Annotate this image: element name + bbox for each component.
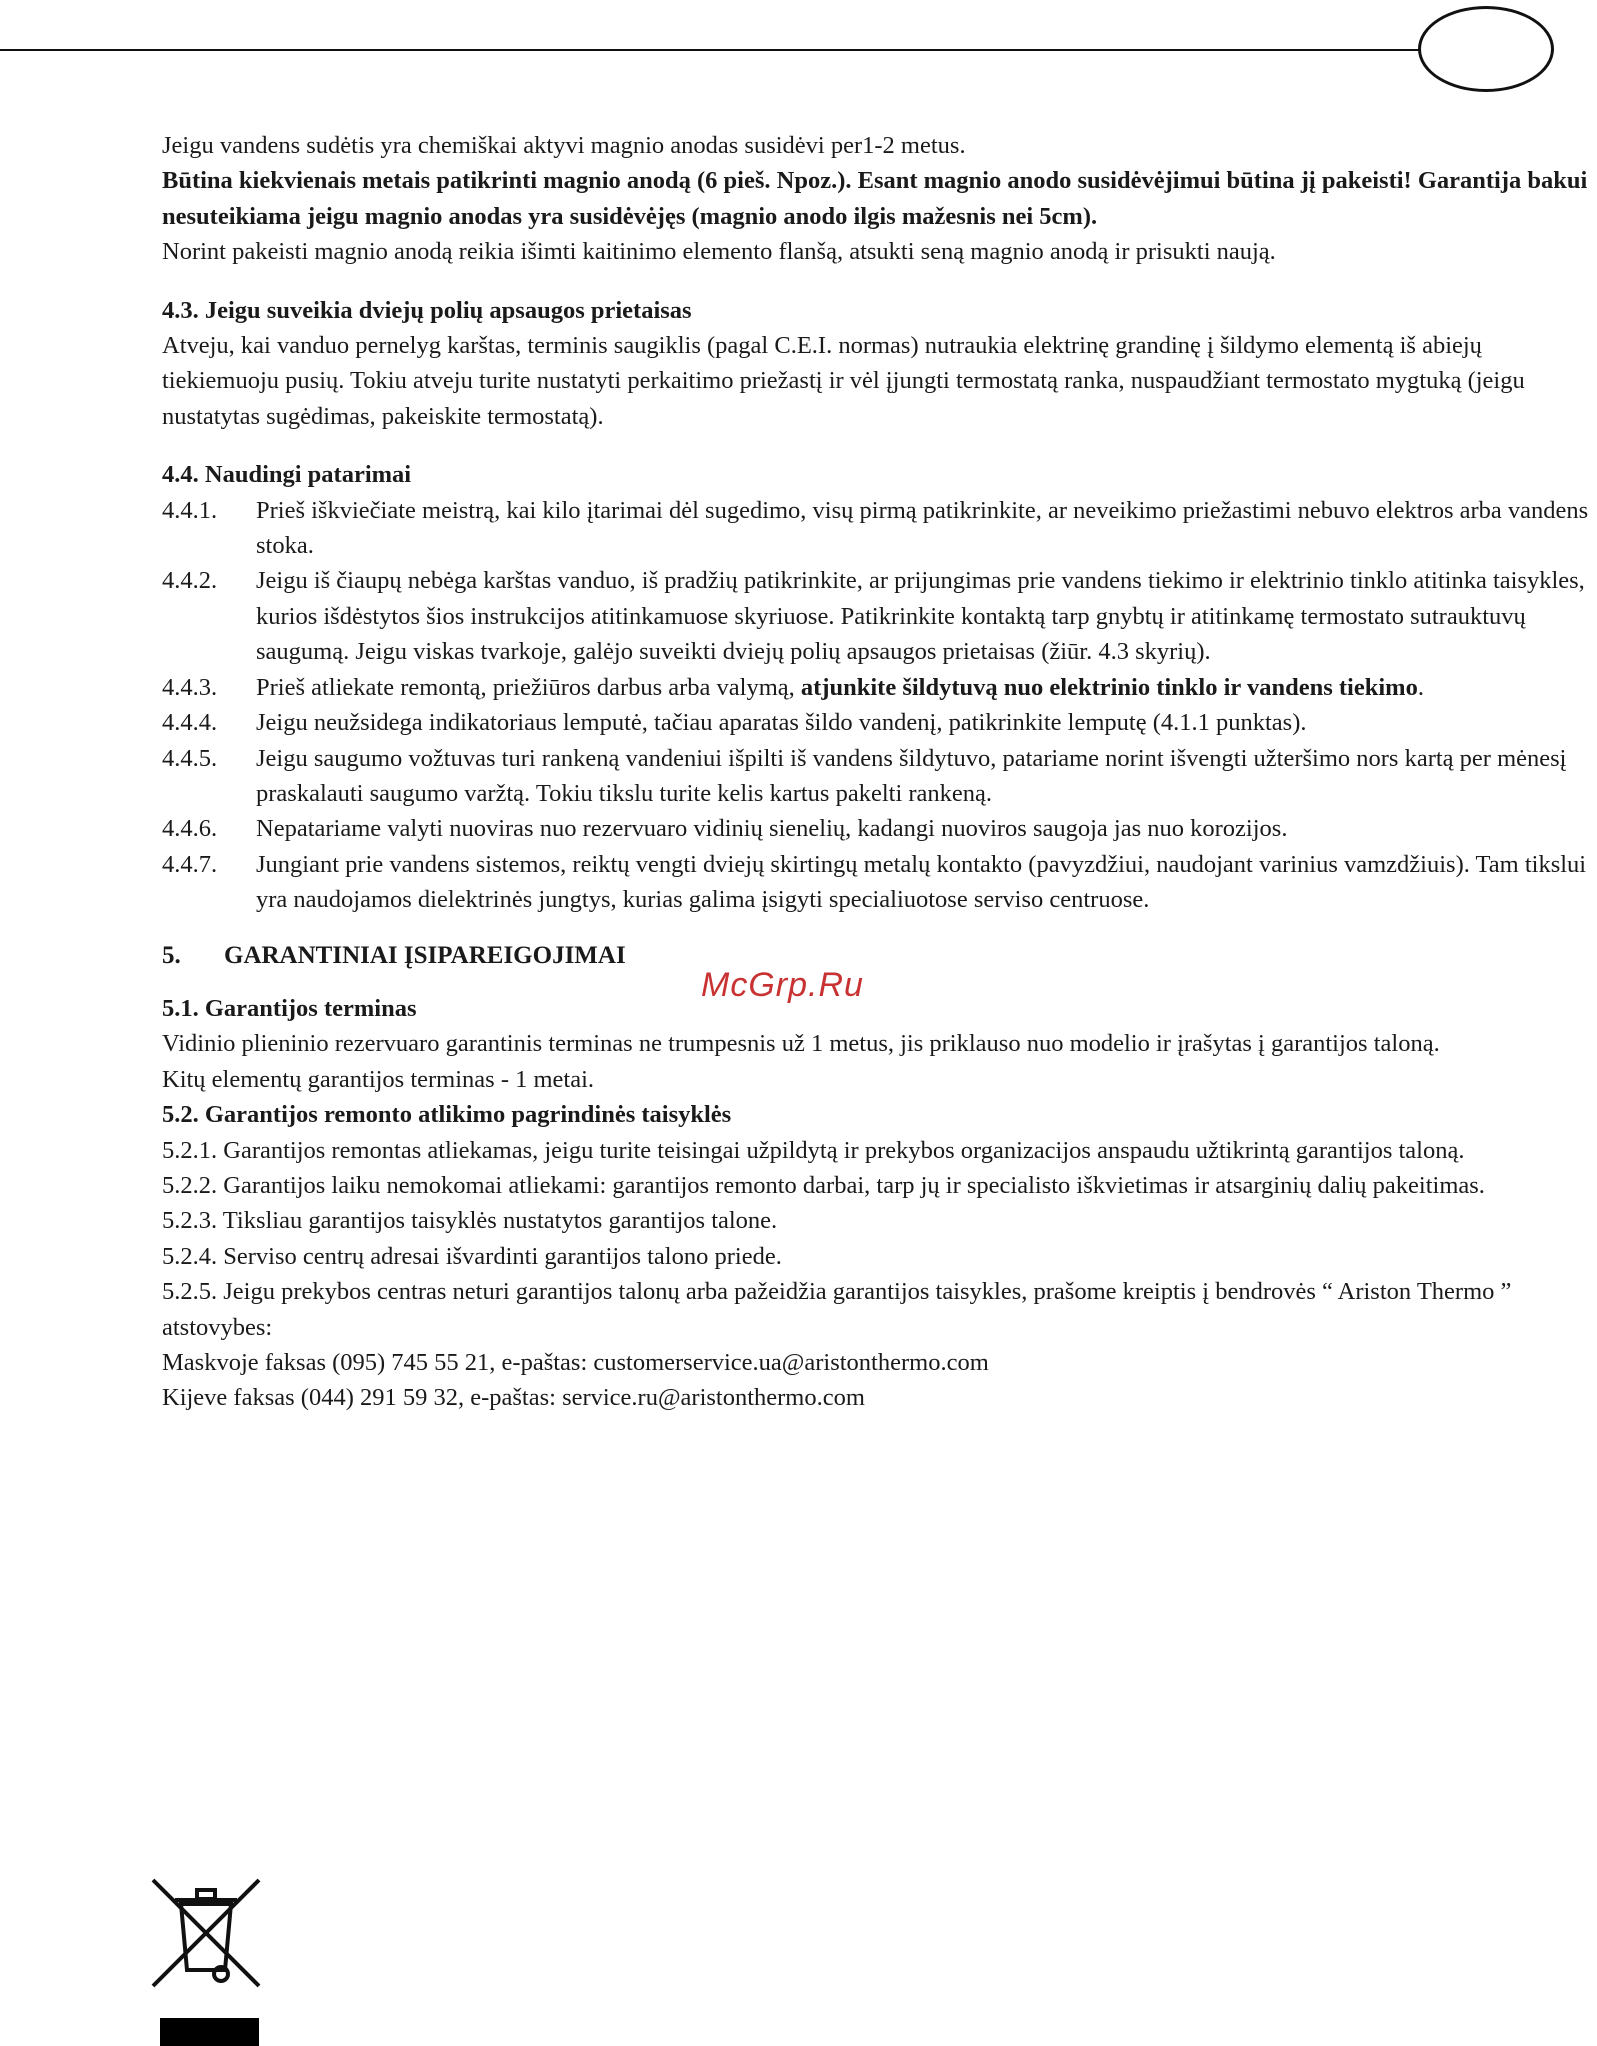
watermark: McGrp.Ru	[701, 966, 864, 1004]
tip-number: 4.4.3.	[162, 673, 218, 701]
tip-4-4-4	[162, 705, 1594, 740]
tip-text: Jungiant prie vandens sistemos, reiktų vengti dviejų skirtingų metalų kontakto (pavyzdžiui, naudojant varinius vamzdžiuis). Tam tikslui yra naudojamos dielektrinės jungtys, kurias galima įsigyti specialiuotose serviso centruose.	[256, 850, 1587, 914]
tip-number: 4.4.2.	[162, 567, 218, 595]
tip-text: Prieš atliekate remontą, priežiūros darbus arba valymą,	[256, 673, 801, 701]
contact-kyiv: Kijeve faksas (044) 291 59 32, e-paštas: service.ru@aristonthermo.com	[162, 1384, 865, 1412]
section-5-1-other-elements: Kitų elementų garantijos terminas - 1 metai.	[162, 1065, 595, 1093]
tip-text: Prieš iškviečiate meistrą, kai kilo įtarimai dėl sugedimo, visų pirmą patikrinkite, ar neveikimo priežastimi nebuvo elektros arba vandens stoka.	[256, 496, 1589, 560]
rule-5-2-1: 5.2.1. Garantijos remontas atliekamas, jeigu turite teisingai užpildytą ir prekybos organizacijos anspaudu užtikrintą garantijos taloną.	[162, 1136, 1465, 1164]
tip-text: Jeigu neužsidega indikatoriaus lemputė, tačiau aparatas šildo vandenį, patikrinkite lemputę (4.1.1 punktas).	[256, 709, 1307, 737]
tip-text: Nepatariame valyti nuoviras nuo rezervuaro vidinių sienelių, kadangi nuoviros saugoja jas nuo korozijos.	[256, 815, 1288, 843]
tip-text-container	[256, 670, 1594, 705]
section-5-2-title: 5.2. Garantijos remonto atlikimo pagrindinės taisyklės	[162, 1101, 732, 1129]
rule-5-2-2: 5.2.2. Garantijos laiku nemokomai atliekami: garantijos remonto darbai, tarp jų ir specialisto iškvietimas ir atsarginių dalių pakeitimas.	[162, 1171, 1485, 1199]
rule-5-2-5: 5.2.5. Jeigu prekybos centras neturi garantijos talonų arba pažeidžia garantijos taisykles, prašome kreiptis į bendrovės “ Ariston Thermo ” atstovybes:	[162, 1278, 1512, 1341]
tip-text: Jeigu saugumo vožtuvas turi rankeną vandeniui išpilti iš vandens šildytuvo, patariame norint išvengti užteršimo nors kartą per mėnesį praskalauti saugumo varžtą. Tokiu tikslu turite kelis kartus pakelti rankeną.	[256, 744, 1567, 807]
tip-number: 4.4.6.	[162, 815, 218, 843]
tip-text-bold: atjunkite šildytuvą nuo elektrinio tinklo ir vandens tiekimo	[800, 673, 1418, 701]
section-4-3-title: 4.3. Jeigu suveikia dviejų polių apsaugos prietaisas	[162, 296, 692, 324]
tip-number: 4.4.7.	[162, 850, 218, 878]
tip-4-4-3	[162, 670, 1594, 705]
header-rule	[0, 49, 1425, 51]
document-body	[162, 128, 1594, 1416]
tip-number: 4.4.4.	[162, 709, 218, 737]
section-5-1-title: 5.1. Garantijos terminas	[162, 994, 417, 1022]
section-5-number: 5.	[162, 941, 181, 969]
tip-number: 4.4.5.	[162, 744, 218, 772]
tip-4-4-5	[162, 741, 1594, 812]
tip-4-4-7	[162, 847, 1594, 918]
crossed-out-wheelie-bin-icon	[147, 1874, 265, 1992]
section-5-1-body: Vidinio plieninio rezervuaro garantinis terminas ne trumpesnis už 1 metus, jis priklauso nuo modelio ir įrašytas į garantijos taloną.	[162, 1030, 1440, 1058]
contact-moscow: Maskvoje faksas (095) 745 55 21, e-paštas: customerservice.ua@aristonthermo.com	[162, 1349, 989, 1376]
section-5-heading	[162, 938, 1594, 973]
anode-replacement-text: Norint pakeisti magnio anodą reikia išimti kaitinimo elemento flanšą, atsukti seną magnio anodą ir prisukti naują.	[162, 238, 1276, 266]
tip-text: Jeigu iš čiaupų nebėga karštas vanduo, iš pradžių patikrinkite, ar prijungimas prie vandens tiekimo ir elektrinio tinklo atitinka taisykles, kurios išdėstytos šios instrukcijos atitinkamuose skyriuose. Patikrinkite kontaktą tarp gnybtų ir atitinkamę termostato sutrauktuvų saugumą. Jeigu viskas tvarkoje, galėjo suveikti dviejų polių apsaugos prietaisas (žiūr. 4.3 skyrių).	[256, 567, 1585, 666]
tip-number: 4.4.1.	[162, 496, 218, 524]
section-4-3-body: Atveju, kai vanduo pernelyg karštas, terminis saugiklis (pagal C.E.I. normas) nutraukia elektrinę grandinę į šildymo elementą iš abiejų tiekiemuoju pusių. Tokiu atveju turite nustatyti perkaitimo priežastį ir vėl įjungti termostatą ranka, nuspaudžiant termostato mygtuką (jeigu nustatytas sugėdimas, pakeiskite termostatą).	[162, 332, 1525, 430]
anode-warning: Būtina kiekvienais metais patikrinti magnio anodą (6 pieš. Npoz.). Esant magnio anodo susidėvėjimui būtina jį pakeisti! Garantija bakui nesuteikiama jeigu magnio anodas yra susidėvėjęs (magnio anodo ilgis mažesnis nei 5cm).	[162, 167, 1588, 230]
rule-5-2-3: 5.2.3. Tiksliau garantijos taisyklės nustatytos garantijos talone.	[162, 1207, 778, 1235]
tip-4-4-2	[162, 563, 1594, 669]
page-number-oval	[1418, 6, 1554, 92]
tip-text-tail: .	[1417, 673, 1424, 701]
tip-4-4-6	[162, 811, 1594, 846]
intro-line: Jeigu vandens sudėtis yra chemiškai aktyvi magnio anodas susidėvi per1-2 metus.	[162, 132, 966, 159]
section-5-title: GARANTINIAI ĮSIPAREIGOJIMAI	[224, 941, 626, 969]
section-4-4-title: 4.4. Naudingi patarimai	[162, 461, 412, 489]
black-bar	[160, 2018, 259, 2046]
tip-4-4-1	[162, 493, 1594, 564]
rule-5-2-4: 5.2.4. Serviso centrų adresai išvardinti garantijos talono priede.	[162, 1242, 782, 1270]
